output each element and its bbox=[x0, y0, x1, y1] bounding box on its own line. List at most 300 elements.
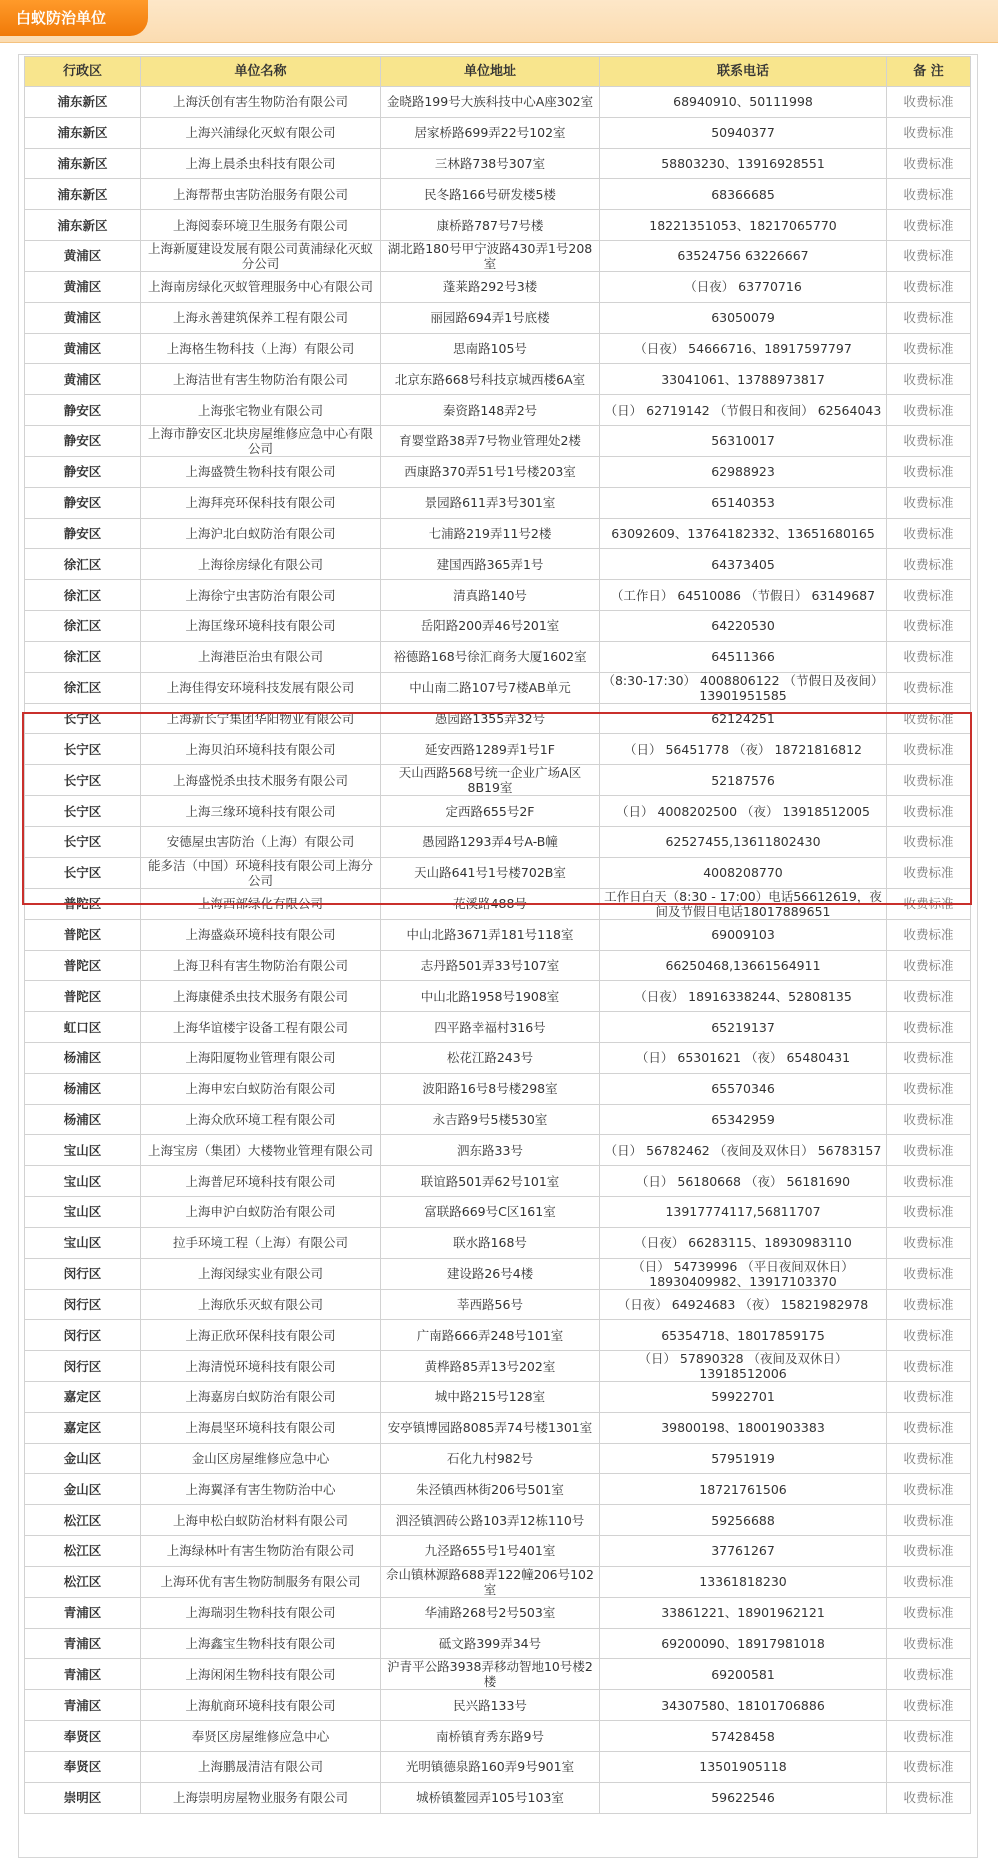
phone-cell: 64511366 bbox=[600, 641, 887, 672]
address-cell: 波阳路16号8号楼298室 bbox=[381, 1073, 600, 1104]
phone-cell: 59256688 bbox=[600, 1505, 887, 1536]
company-cell: 上海佳得安环境科技发展有限公司 bbox=[141, 672, 381, 703]
note-cell[interactable]: 收费标准 bbox=[887, 1104, 971, 1135]
phone-cell: 57951919 bbox=[600, 1443, 887, 1474]
phone-cell: 65354718、18017859175 bbox=[600, 1320, 887, 1351]
address-cell: 广南路666弄248号101室 bbox=[381, 1320, 600, 1351]
note-cell[interactable]: 收费标准 bbox=[887, 888, 971, 919]
district-cell: 徐汇区 bbox=[25, 672, 141, 703]
phone-cell: 13917774117,56811707 bbox=[600, 1196, 887, 1227]
company-cell: 上海环优有害生物防制服务有限公司 bbox=[141, 1566, 381, 1597]
table-row bbox=[25, 333, 971, 364]
table-row bbox=[25, 1351, 971, 1382]
district-cell: 浦东新区 bbox=[25, 117, 141, 148]
note-cell[interactable]: 收费标准 bbox=[887, 1258, 971, 1289]
company-cell: 能多洁（中国）环境科技有限公司上海分公司 bbox=[141, 857, 381, 888]
district-cell: 杨浦区 bbox=[25, 1104, 141, 1135]
note-cell[interactable]: 收费标准 bbox=[887, 425, 971, 456]
address-cell: 城中路215号128室 bbox=[381, 1382, 600, 1413]
company-cell: 上海徐房绿化有限公司 bbox=[141, 549, 381, 580]
company-cell: 安德屋虫害防治（上海）有限公司 bbox=[141, 826, 381, 857]
phone-cell: 64220530 bbox=[600, 610, 887, 641]
company-cell: 上海盛悦杀虫技术服务有限公司 bbox=[141, 765, 381, 796]
note-cell[interactable]: 收费标准 bbox=[887, 364, 971, 395]
table-row bbox=[25, 580, 971, 611]
note-cell[interactable]: 收费标准 bbox=[887, 1474, 971, 1505]
note-cell[interactable]: 收费标准 bbox=[887, 1782, 971, 1813]
note-cell[interactable]: 收费标准 bbox=[887, 210, 971, 241]
table-row bbox=[25, 425, 971, 456]
note-cell[interactable]: 收费标准 bbox=[887, 240, 971, 271]
note-cell[interactable]: 收费标准 bbox=[887, 333, 971, 364]
note-cell[interactable]: 收费标准 bbox=[887, 1166, 971, 1197]
note-cell[interactable]: 收费标准 bbox=[887, 1752, 971, 1783]
company-cell: 上海阅泰环境卫生服务有限公司 bbox=[141, 210, 381, 241]
table-row bbox=[25, 518, 971, 549]
district-cell: 宝山区 bbox=[25, 1135, 141, 1166]
district-cell: 松江区 bbox=[25, 1505, 141, 1536]
company-cell: 上海瑞羽生物科技有限公司 bbox=[141, 1597, 381, 1628]
phone-cell: （日） 56782462 （夜间及双休日） 56783157 bbox=[600, 1135, 887, 1166]
district-cell: 普陀区 bbox=[25, 888, 141, 919]
address-cell: 莘西路56号 bbox=[381, 1289, 600, 1320]
table-row bbox=[25, 1690, 971, 1721]
address-cell: 岳阳路200弄46号201室 bbox=[381, 610, 600, 641]
note-cell[interactable]: 收费标准 bbox=[887, 395, 971, 426]
company-cell: 上海新长宁集团华阳物业有限公司 bbox=[141, 703, 381, 734]
note-cell[interactable]: 收费标准 bbox=[887, 826, 971, 857]
address-cell: 富联路669号C区161室 bbox=[381, 1196, 600, 1227]
district-cell: 徐汇区 bbox=[25, 610, 141, 641]
district-cell: 闵行区 bbox=[25, 1289, 141, 1320]
address-cell: 北京东路668号科技京城西楼6A室 bbox=[381, 364, 600, 395]
note-cell[interactable]: 收费标准 bbox=[887, 148, 971, 179]
company-cell: 上海翼泽有害生物防治中心 bbox=[141, 1474, 381, 1505]
district-cell: 嘉定区 bbox=[25, 1412, 141, 1443]
table-row bbox=[25, 1073, 971, 1104]
note-cell[interactable]: 收费标准 bbox=[887, 271, 971, 302]
note-cell[interactable]: 收费标准 bbox=[887, 456, 971, 487]
table-row bbox=[25, 1320, 971, 1351]
table-row bbox=[25, 210, 971, 241]
phone-cell: 18721761506 bbox=[600, 1474, 887, 1505]
address-cell: 育婴堂路38弄7号物业管理处2楼 bbox=[381, 425, 600, 456]
address-cell: 愚园路1355弄32号 bbox=[381, 703, 600, 734]
table-row bbox=[25, 857, 971, 888]
district-cell: 松江区 bbox=[25, 1536, 141, 1567]
table-row bbox=[25, 117, 971, 148]
section-banner bbox=[0, 0, 998, 43]
table-row bbox=[25, 1104, 971, 1135]
district-cell: 金山区 bbox=[25, 1443, 141, 1474]
phone-cell: 69009103 bbox=[600, 919, 887, 950]
phone-cell: 39800198、18001903383 bbox=[600, 1412, 887, 1443]
address-cell: 安亭镇博园路8085弄74号楼1301室 bbox=[381, 1412, 600, 1443]
note-cell[interactable]: 收费标准 bbox=[887, 765, 971, 796]
table-row bbox=[25, 1628, 971, 1659]
company-cell: 上海三缘环境科技有限公司 bbox=[141, 796, 381, 827]
address-cell: 朱泾镇西林街206号501室 bbox=[381, 1474, 600, 1505]
note-cell[interactable]: 收费标准 bbox=[887, 1382, 971, 1413]
table-row bbox=[25, 1536, 971, 1567]
address-cell: 联谊路501弄62号101室 bbox=[381, 1166, 600, 1197]
note-cell[interactable]: 收费标准 bbox=[887, 1227, 971, 1258]
company-cell: 上海洁世有害生物防治有限公司 bbox=[141, 364, 381, 395]
note-cell[interactable]: 收费标准 bbox=[887, 1721, 971, 1752]
phone-cell: 52187576 bbox=[600, 765, 887, 796]
note-cell[interactable]: 收费标准 bbox=[887, 1536, 971, 1567]
note-cell[interactable]: 收费标准 bbox=[887, 179, 971, 210]
note-cell[interactable]: 收费标准 bbox=[887, 1196, 971, 1227]
address-cell: 永吉路9号5楼530室 bbox=[381, 1104, 600, 1135]
table-row bbox=[25, 549, 971, 580]
address-cell: 景园路611弄3号301室 bbox=[381, 487, 600, 518]
note-cell[interactable]: 收费标准 bbox=[887, 857, 971, 888]
phone-cell: （日） 62719142 （节假日和夜间） 62564043 bbox=[600, 395, 887, 426]
address-cell: 砥文路399弄34号 bbox=[381, 1628, 600, 1659]
address-cell: 民冬路166号研发楼5楼 bbox=[381, 179, 600, 210]
phone-cell: 63050079 bbox=[600, 302, 887, 333]
district-cell: 长宁区 bbox=[25, 826, 141, 857]
company-cell: 上海康健杀虫技术服务有限公司 bbox=[141, 981, 381, 1012]
address-cell: 南桥镇育秀东路9号 bbox=[381, 1721, 600, 1752]
company-cell: 上海拜亮环保科技有限公司 bbox=[141, 487, 381, 518]
phone-cell: 57428458 bbox=[600, 1721, 887, 1752]
table-body bbox=[25, 87, 971, 1814]
phone-cell: 68366685 bbox=[600, 179, 887, 210]
district-cell: 嘉定区 bbox=[25, 1382, 141, 1413]
company-cell: 上海上晨杀虫科技有限公司 bbox=[141, 148, 381, 179]
address-cell: 松花江路243号 bbox=[381, 1042, 600, 1073]
note-cell[interactable]: 收费标准 bbox=[887, 1073, 971, 1104]
note-cell[interactable]: 收费标准 bbox=[887, 981, 971, 1012]
address-cell: 中山北路1958号1908室 bbox=[381, 981, 600, 1012]
company-cell: 上海南房绿化灭蚁管理服务中心有限公司 bbox=[141, 271, 381, 302]
company-cell: 上海帮帮虫害防治服务有限公司 bbox=[141, 179, 381, 210]
phone-cell: （日夜） 63770716 bbox=[600, 271, 887, 302]
table-row bbox=[25, 888, 971, 919]
note-cell[interactable]: 收费标准 bbox=[887, 518, 971, 549]
district-cell: 普陀区 bbox=[25, 950, 141, 981]
note-cell[interactable]: 收费标准 bbox=[887, 117, 971, 148]
table-row bbox=[25, 302, 971, 333]
phone-cell: （日） 56180668 （夜） 56181690 bbox=[600, 1166, 887, 1197]
district-cell: 静安区 bbox=[25, 425, 141, 456]
note-cell[interactable]: 收费标准 bbox=[887, 1443, 971, 1474]
company-cell: 上海新厦建设发展有限公司黄浦绿化灭蚁分公司 bbox=[141, 240, 381, 271]
note-cell[interactable]: 收费标准 bbox=[887, 1628, 971, 1659]
note-cell[interactable]: 收费标准 bbox=[887, 1505, 971, 1536]
district-cell: 浦东新区 bbox=[25, 179, 141, 210]
district-cell: 青浦区 bbox=[25, 1659, 141, 1690]
table-row bbox=[25, 1566, 971, 1597]
address-cell: 花溪路488号 bbox=[381, 888, 600, 919]
table-row bbox=[25, 1505, 971, 1536]
phone-cell: 59622546 bbox=[600, 1782, 887, 1813]
district-cell: 长宁区 bbox=[25, 796, 141, 827]
table-row bbox=[25, 1166, 971, 1197]
phone-cell: 62988923 bbox=[600, 456, 887, 487]
district-cell: 普陀区 bbox=[25, 919, 141, 950]
company-cell: 上海永善建筑保养工程有限公司 bbox=[141, 302, 381, 333]
table-row bbox=[25, 1782, 971, 1813]
phone-cell: 65219137 bbox=[600, 1012, 887, 1043]
table-row bbox=[25, 1752, 971, 1783]
district-cell: 浦东新区 bbox=[25, 210, 141, 241]
district-cell: 长宁区 bbox=[25, 765, 141, 796]
phone-cell: 18221351053、18217065770 bbox=[600, 210, 887, 241]
phone-cell: （8:30-17:30） 4008806122 （节假日及夜间） 13901951585 bbox=[600, 672, 887, 703]
company-cell: 上海盛赞生物科技有限公司 bbox=[141, 456, 381, 487]
note-cell[interactable]: 收费标准 bbox=[887, 1135, 971, 1166]
district-cell: 黄浦区 bbox=[25, 240, 141, 271]
address-cell: 蓬莱路292号3楼 bbox=[381, 271, 600, 302]
address-cell: 西康路370弄51号1号楼203室 bbox=[381, 456, 600, 487]
section-title: 白蚁防治单位 bbox=[0, 0, 148, 36]
note-cell[interactable]: 收费标准 bbox=[887, 672, 971, 703]
company-cell: 上海众欣环境工程有限公司 bbox=[141, 1104, 381, 1135]
note-cell[interactable]: 收费标准 bbox=[887, 302, 971, 333]
note-cell[interactable]: 收费标准 bbox=[887, 641, 971, 672]
phone-cell: （日夜） 64924683 （夜） 15821982978 bbox=[600, 1289, 887, 1320]
table-row bbox=[25, 672, 971, 703]
table-row bbox=[25, 1196, 971, 1227]
table-row bbox=[25, 919, 971, 950]
phone-cell: 56310017 bbox=[600, 425, 887, 456]
address-cell: 光明镇德泉路160弄9号901室 bbox=[381, 1752, 600, 1783]
table-row bbox=[25, 1443, 971, 1474]
address-cell: 居家桥路699弄22号102室 bbox=[381, 117, 600, 148]
table-row bbox=[25, 1042, 971, 1073]
header-district: 行政区 bbox=[25, 57, 141, 87]
company-cell: 上海宝房（集团）大楼物业管理有限公司 bbox=[141, 1135, 381, 1166]
company-cell: 上海闵绿实业有限公司 bbox=[141, 1258, 381, 1289]
company-cell: 上海鑫宝生物科技有限公司 bbox=[141, 1628, 381, 1659]
table-row bbox=[25, 240, 971, 271]
address-cell: 泗东路33号 bbox=[381, 1135, 600, 1166]
district-cell: 松江区 bbox=[25, 1566, 141, 1597]
district-cell: 徐汇区 bbox=[25, 549, 141, 580]
district-cell: 黄浦区 bbox=[25, 333, 141, 364]
district-cell: 长宁区 bbox=[25, 857, 141, 888]
table-row bbox=[25, 364, 971, 395]
phone-cell: 68940910、50111998 bbox=[600, 87, 887, 118]
address-cell: 天山西路568号统一企业广场A区8B19室 bbox=[381, 765, 600, 796]
table-row bbox=[25, 395, 971, 426]
note-cell[interactable]: 收费标准 bbox=[887, 1597, 971, 1628]
phone-cell: 58803230、13916928551 bbox=[600, 148, 887, 179]
note-cell[interactable]: 收费标准 bbox=[887, 1566, 971, 1597]
address-cell: 泗泾镇泗砖公路103弄12栋110号 bbox=[381, 1505, 600, 1536]
table-row bbox=[25, 734, 971, 765]
company-cell: 上海张宅物业有限公司 bbox=[141, 395, 381, 426]
note-cell[interactable]: 收费标准 bbox=[887, 549, 971, 580]
address-cell: 思南路105号 bbox=[381, 333, 600, 364]
table-row bbox=[25, 765, 971, 796]
phone-cell: （日夜） 54666716、18917597797 bbox=[600, 333, 887, 364]
note-cell[interactable]: 收费标准 bbox=[887, 1012, 971, 1043]
company-cell: 上海沪北白蚁防治有限公司 bbox=[141, 518, 381, 549]
address-cell: 定西路655号2F bbox=[381, 796, 600, 827]
district-cell: 杨浦区 bbox=[25, 1073, 141, 1104]
note-cell[interactable]: 收费标准 bbox=[887, 1351, 971, 1382]
phone-cell: （工作日） 64510086 （节假日） 63149687 bbox=[600, 580, 887, 611]
phone-cell: 62124251 bbox=[600, 703, 887, 734]
address-cell: 联水路168号 bbox=[381, 1227, 600, 1258]
phone-cell: 62527455,13611802430 bbox=[600, 826, 887, 857]
table-row bbox=[25, 487, 971, 518]
company-cell: 上海欣乐灭蚁有限公司 bbox=[141, 1289, 381, 1320]
table-row bbox=[25, 610, 971, 641]
phone-cell: 13361818230 bbox=[600, 1566, 887, 1597]
note-cell[interactable]: 收费标准 bbox=[887, 1659, 971, 1690]
company-cell: 上海鹏晟清洁有限公司 bbox=[141, 1752, 381, 1783]
district-cell: 奉贤区 bbox=[25, 1752, 141, 1783]
company-cell: 金山区房屋维修应急中心 bbox=[141, 1443, 381, 1474]
table-row bbox=[25, 826, 971, 857]
district-cell: 静安区 bbox=[25, 456, 141, 487]
district-cell: 青浦区 bbox=[25, 1628, 141, 1659]
address-cell: 康桥路787号7号楼 bbox=[381, 210, 600, 241]
table-row bbox=[25, 148, 971, 179]
company-cell: 上海港臣治虫有限公司 bbox=[141, 641, 381, 672]
note-cell[interactable]: 收费标准 bbox=[887, 919, 971, 950]
phone-cell: （日） 65301621 （夜） 65480431 bbox=[600, 1042, 887, 1073]
phone-cell: 65342959 bbox=[600, 1104, 887, 1135]
note-cell[interactable]: 收费标准 bbox=[887, 796, 971, 827]
note-cell[interactable]: 收费标准 bbox=[887, 1320, 971, 1351]
district-cell: 闵行区 bbox=[25, 1258, 141, 1289]
table-row bbox=[25, 1412, 971, 1443]
district-cell: 静安区 bbox=[25, 518, 141, 549]
table-row bbox=[25, 87, 971, 118]
table-row bbox=[25, 1289, 971, 1320]
district-cell: 青浦区 bbox=[25, 1690, 141, 1721]
address-cell: 建设路26号4楼 bbox=[381, 1258, 600, 1289]
phone-cell: 33041061、13788973817 bbox=[600, 364, 887, 395]
district-cell: 静安区 bbox=[25, 487, 141, 518]
phone-cell: 50940377 bbox=[600, 117, 887, 148]
address-cell: 城桥镇鳌园弄105号103室 bbox=[381, 1782, 600, 1813]
address-cell: 沪青平公路3938弄移动智地10号楼2楼 bbox=[381, 1659, 600, 1690]
address-cell: 延安西路1289弄1号1F bbox=[381, 734, 600, 765]
district-cell: 普陀区 bbox=[25, 981, 141, 1012]
phone-cell: 37761267 bbox=[600, 1536, 887, 1567]
table-row bbox=[25, 456, 971, 487]
address-cell: 丽园路694弄1号底楼 bbox=[381, 302, 600, 333]
district-cell: 黄浦区 bbox=[25, 271, 141, 302]
note-cell[interactable]: 收费标准 bbox=[887, 610, 971, 641]
phone-cell: 65140353 bbox=[600, 487, 887, 518]
table-row bbox=[25, 1382, 971, 1413]
company-cell: 上海申宏白蚁防治有限公司 bbox=[141, 1073, 381, 1104]
phone-cell: 59922701 bbox=[600, 1382, 887, 1413]
note-cell[interactable]: 收费标准 bbox=[887, 1289, 971, 1320]
district-cell: 宝山区 bbox=[25, 1196, 141, 1227]
address-cell: 志丹路501弄33号107室 bbox=[381, 950, 600, 981]
table-row bbox=[25, 1258, 971, 1289]
table-header-row bbox=[25, 57, 971, 87]
address-cell: 裕德路168号徐汇商务大厦1602室 bbox=[381, 641, 600, 672]
note-cell[interactable]: 收费标准 bbox=[887, 1412, 971, 1443]
company-cell: 上海盛焱环境科技有限公司 bbox=[141, 919, 381, 950]
phone-cell: 64373405 bbox=[600, 549, 887, 580]
district-cell: 杨浦区 bbox=[25, 1042, 141, 1073]
address-cell: 湖北路180号甲宁波路430弄1号208室 bbox=[381, 240, 600, 271]
district-cell: 徐汇区 bbox=[25, 580, 141, 611]
table-row bbox=[25, 179, 971, 210]
address-cell: 天山路641号1号楼702B室 bbox=[381, 857, 600, 888]
company-cell: 上海沃创有害生物防治有限公司 bbox=[141, 87, 381, 118]
district-cell: 静安区 bbox=[25, 395, 141, 426]
district-cell: 青浦区 bbox=[25, 1597, 141, 1628]
table-row bbox=[25, 1597, 971, 1628]
company-cell: 上海绿林叶有害生物防治有限公司 bbox=[141, 1536, 381, 1567]
company-cell: 上海正欣环保科技有限公司 bbox=[141, 1320, 381, 1351]
company-cell: 奉贤区房屋维修应急中心 bbox=[141, 1721, 381, 1752]
company-cell: 上海西部绿化有限公司 bbox=[141, 888, 381, 919]
district-cell: 宝山区 bbox=[25, 1166, 141, 1197]
header-address: 单位地址 bbox=[381, 57, 600, 87]
company-cell: 上海华谊楼宇设备工程有限公司 bbox=[141, 1012, 381, 1043]
note-cell[interactable]: 收费标准 bbox=[887, 580, 971, 611]
address-cell: 七浦路219弄11号2楼 bbox=[381, 518, 600, 549]
company-cell: 上海晨坚环境科技有限公司 bbox=[141, 1412, 381, 1443]
company-cell: 上海嘉房白蚁防治有限公司 bbox=[141, 1382, 381, 1413]
table-row bbox=[25, 981, 971, 1012]
phone-cell: 63524756 63226667 bbox=[600, 240, 887, 271]
phone-cell: （日夜） 18916338244、52808135 bbox=[600, 981, 887, 1012]
company-cell: 上海申沪白蚁防治有限公司 bbox=[141, 1196, 381, 1227]
company-cell: 上海申松白蚁防治材料有限公司 bbox=[141, 1505, 381, 1536]
company-cell: 上海格生物科技（上海）有限公司 bbox=[141, 333, 381, 364]
header-phone: 联系电话 bbox=[600, 57, 887, 87]
company-cell: 上海市静安区北块房屋维修应急中心有限公司 bbox=[141, 425, 381, 456]
company-cell: 上海崇明房屋物业服务有限公司 bbox=[141, 1782, 381, 1813]
phone-cell: 4008208770 bbox=[600, 857, 887, 888]
district-cell: 黄浦区 bbox=[25, 364, 141, 395]
company-cell: 上海贝泊环境科技有限公司 bbox=[141, 734, 381, 765]
address-cell: 四平路幸福村316号 bbox=[381, 1012, 600, 1043]
phone-cell: 工作日白天（8:30 - 17:00）电话56612619，夜间及节假日电话18017889651 bbox=[600, 888, 887, 919]
address-cell: 黄桦路85弄13号202室 bbox=[381, 1351, 600, 1382]
table-row bbox=[25, 641, 971, 672]
company-cell: 上海闲闲生物科技有限公司 bbox=[141, 1659, 381, 1690]
phone-cell: 33861221、18901962121 bbox=[600, 1597, 887, 1628]
address-cell: 石化九村982号 bbox=[381, 1443, 600, 1474]
header-company: 单位名称 bbox=[141, 57, 381, 87]
note-cell[interactable]: 收费标准 bbox=[887, 487, 971, 518]
company-cell: 上海阳厦物业管理有限公司 bbox=[141, 1042, 381, 1073]
note-cell[interactable]: 收费标准 bbox=[887, 87, 971, 118]
note-cell[interactable]: 收费标准 bbox=[887, 703, 971, 734]
phone-cell: （日） 54739996 （平日夜间双休日） 18930409982、13917103370 bbox=[600, 1258, 887, 1289]
note-cell[interactable]: 收费标准 bbox=[887, 1690, 971, 1721]
phone-cell: 66250468,13661564911 bbox=[600, 950, 887, 981]
note-cell[interactable]: 收费标准 bbox=[887, 1042, 971, 1073]
address-cell: 中山北路3671弄181号118室 bbox=[381, 919, 600, 950]
district-cell: 长宁区 bbox=[25, 734, 141, 765]
phone-cell: 65570346 bbox=[600, 1073, 887, 1104]
table-row bbox=[25, 1227, 971, 1258]
table-row bbox=[25, 1721, 971, 1752]
phone-cell: 34307580、18101706886 bbox=[600, 1690, 887, 1721]
note-cell[interactable]: 收费标准 bbox=[887, 734, 971, 765]
address-cell: 民兴路133号 bbox=[381, 1690, 600, 1721]
note-cell[interactable]: 收费标准 bbox=[887, 950, 971, 981]
address-cell: 清真路140号 bbox=[381, 580, 600, 611]
phone-cell: 13501905118 bbox=[600, 1752, 887, 1783]
